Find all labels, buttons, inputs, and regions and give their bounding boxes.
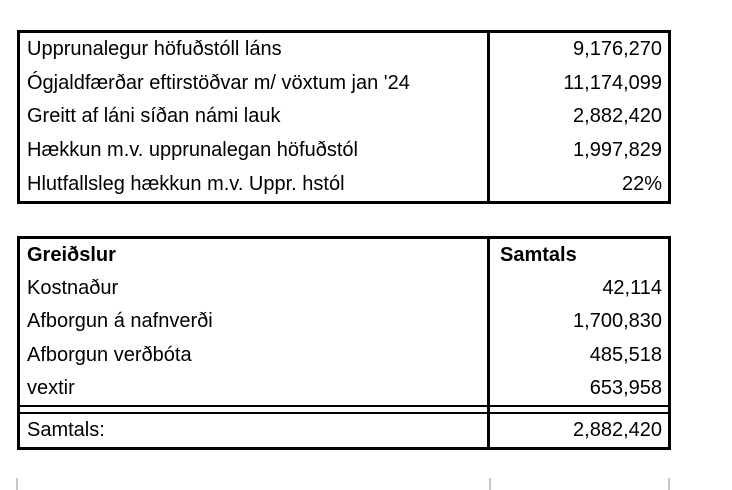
row-label[interactable]: Hlutfallsleg hækkun m.v. Uppr. hstól — [20, 167, 490, 201]
row-label[interactable]: Upprunalegur höfuðstóll láns — [20, 33, 490, 67]
row-label[interactable]: Greitt af láni síðan námi lauk — [20, 100, 490, 134]
table-row — [20, 67, 668, 101]
row-label[interactable]: Kostnaður — [20, 272, 490, 305]
row-value[interactable]: 1,700,830 — [573, 310, 662, 333]
payments-header-value[interactable]: Samtals — [500, 244, 577, 267]
table-row — [20, 167, 668, 201]
payments-header-label[interactable]: Greiðslur — [20, 239, 490, 272]
table-row — [20, 339, 668, 372]
gridline-tick — [16, 478, 18, 490]
total-value[interactable]: 2,882,420 — [573, 418, 662, 441]
double-rule-divider — [20, 405, 668, 414]
table-row — [20, 272, 668, 305]
row-label[interactable]: vextir — [20, 372, 490, 405]
table-row — [20, 33, 668, 67]
loan-summary-table — [17, 30, 671, 204]
total-label[interactable]: Samtals: — [20, 414, 490, 447]
row-label[interactable]: Ógjaldfærðar eftirstöðvar m/ vöxtum jan '24 — [20, 67, 490, 101]
row-label[interactable]: Afborgun verðbóta — [20, 339, 490, 372]
table-row — [20, 134, 668, 168]
gridline-tick — [489, 478, 491, 490]
row-value[interactable]: 485,518 — [589, 343, 662, 366]
table-total-row — [20, 414, 668, 447]
double-rule-left — [20, 405, 490, 414]
double-rule-right — [490, 405, 668, 414]
row-value[interactable]: 9,176,270 — [573, 38, 662, 61]
row-value[interactable]: 42,114 — [602, 277, 662, 300]
row-label[interactable]: Afborgun á nafnverði — [20, 305, 490, 338]
row-value[interactable]: 653,958 — [589, 376, 662, 399]
table-header-row — [20, 239, 668, 272]
table-row — [20, 100, 668, 134]
payments-table — [17, 236, 671, 450]
table-row — [20, 372, 668, 405]
gridline-tick — [668, 478, 670, 490]
row-label[interactable]: Hækkun m.v. upprunalegan höfuðstól — [20, 134, 490, 168]
row-value[interactable]: 2,882,420 — [573, 105, 662, 128]
table-row — [20, 305, 668, 338]
row-value[interactable]: 22% — [621, 172, 662, 195]
row-value[interactable]: 1,997,829 — [573, 139, 662, 162]
row-value[interactable]: 11,174,099 — [563, 71, 662, 94]
